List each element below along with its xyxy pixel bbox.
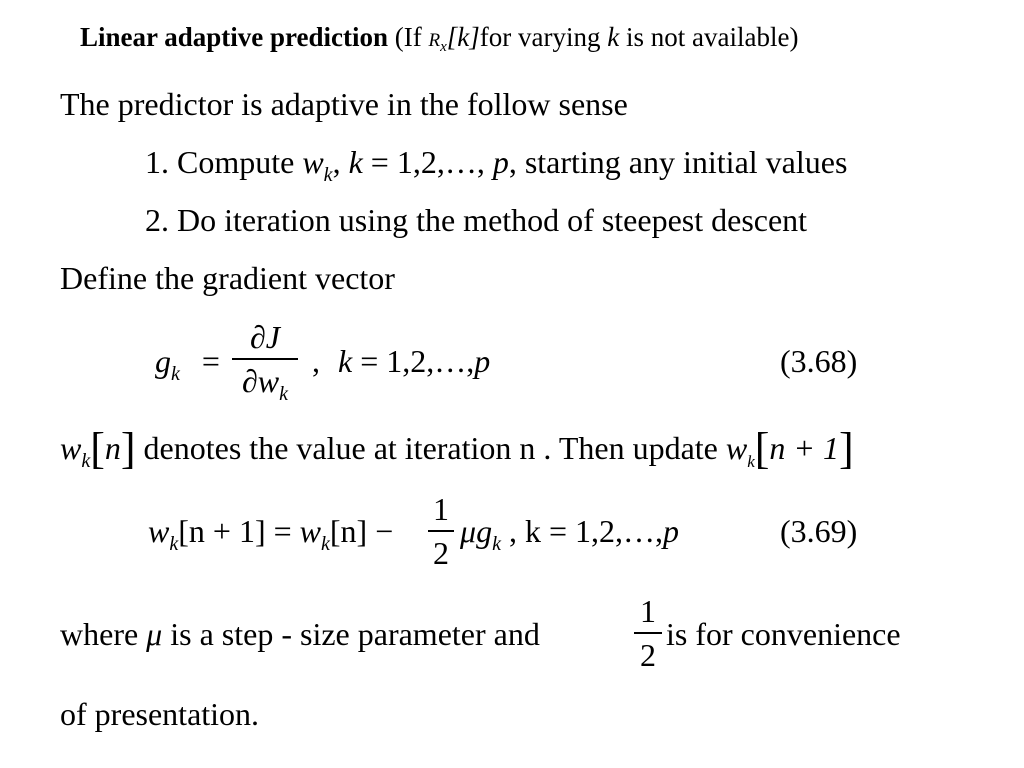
eq368-range-k: k — [338, 343, 353, 379]
step1-eq-k: k — [348, 144, 363, 180]
step1-mid: , — [332, 144, 349, 180]
title-rest-pre: for varying — [479, 22, 608, 52]
where-mu: μ — [146, 616, 163, 652]
iter-rbracket: ] — [120, 424, 136, 473]
slide-title — [80, 22, 798, 53]
eq369-denominator: 2 — [433, 535, 449, 571]
iter-w: w — [60, 430, 82, 466]
eq368-lhs — [155, 343, 220, 385]
eq368-equals: = — [201, 343, 220, 379]
eq368-range-text: = 1,2,…, — [352, 343, 475, 379]
step1-post: , starting any initial values — [508, 144, 848, 180]
eq368-range — [312, 343, 490, 380]
eq369-lhs-index: [n + 1] — [178, 513, 266, 549]
step1-w: w — [302, 144, 324, 180]
title-bold: Linear adaptive prediction — [80, 22, 389, 52]
eq368-den-dw: ∂w — [241, 363, 280, 399]
step1-rest: = 1,2,…, — [362, 144, 493, 180]
eq368-comma: , — [312, 343, 320, 379]
last-line: of presentation. — [60, 696, 260, 732]
eq369-fraction — [428, 490, 454, 572]
eq368-denominator — [232, 362, 298, 405]
iter-lbracket2: [ — [754, 424, 770, 473]
where-fraction — [634, 592, 662, 674]
where-post: is for convenience — [666, 616, 901, 652]
eq369-k2-sub: k — [320, 533, 330, 555]
eq369-w: w — [148, 513, 170, 549]
define-text: Define the gradient vector — [60, 260, 395, 296]
title-paren-open: (If — [394, 22, 429, 52]
iter-lbracket: [ — [90, 424, 105, 473]
eq369-minus: − — [367, 513, 394, 549]
iteration-line — [60, 424, 854, 473]
iter-k2-sub: k — [747, 452, 755, 471]
iter-w2: w — [725, 430, 748, 466]
step1-p: p — [492, 144, 509, 180]
eq369-k3-sub: k — [492, 533, 501, 555]
title-r: R — [428, 30, 441, 51]
eq368-fraction — [232, 318, 298, 405]
eq369-rhs-index: [n] — [329, 513, 368, 549]
step1-line — [145, 144, 848, 186]
iter-k-sub: k — [81, 450, 91, 472]
eq369-p: p — [663, 513, 679, 549]
eq369-fraction-bar — [428, 530, 454, 532]
eq368-fraction-bar — [232, 358, 298, 360]
title-k: k — [607, 22, 620, 52]
eq368-numerator: ∂J — [249, 319, 280, 355]
title-k-bracket: [k] — [446, 22, 480, 52]
where-pre: where — [60, 616, 147, 652]
eq369-label: (3.69) — [780, 513, 858, 549]
where-fraction-bar — [634, 632, 662, 634]
eq368-k-sub: k — [171, 363, 180, 385]
eq369-w2: w — [299, 513, 321, 549]
iter-text: denotes the value at iteration n . Then update — [135, 430, 726, 466]
eq369-numerator: 1 — [433, 491, 449, 527]
eq369-k-sub: k — [169, 533, 179, 555]
eq369-range: , k = 1,2,…, — [500, 513, 663, 549]
title-x-sub: x — [440, 39, 447, 55]
step1-pre: 1. Compute — [145, 144, 303, 180]
eq368-label: (3.68) — [780, 343, 858, 379]
intro-text: The predictor is adaptive in the follow sense — [60, 86, 628, 122]
where-line-left — [60, 616, 540, 653]
step2-line: 2. Do iteration using the method of steepest descent — [145, 202, 808, 238]
where-mid: is a step - size parameter and — [162, 616, 540, 652]
eq369-equals: = — [265, 513, 300, 549]
step1-k-sub: k — [323, 164, 333, 186]
eq368-g: g — [155, 343, 171, 379]
eq368-p: p — [474, 343, 491, 379]
iter-n2: n + 1 — [769, 430, 840, 466]
eq369-rhs — [460, 513, 679, 555]
iter-rbracket2: ] — [839, 424, 854, 473]
eq368-den-k: k — [279, 383, 289, 405]
iter-n: n — [104, 430, 121, 466]
title-rest-post: is not available) — [619, 22, 799, 52]
eq369-mu-g: μg — [460, 513, 493, 549]
eq369-lhs — [148, 513, 394, 555]
where-denominator: 2 — [640, 637, 656, 673]
where-numerator: 1 — [640, 593, 656, 629]
